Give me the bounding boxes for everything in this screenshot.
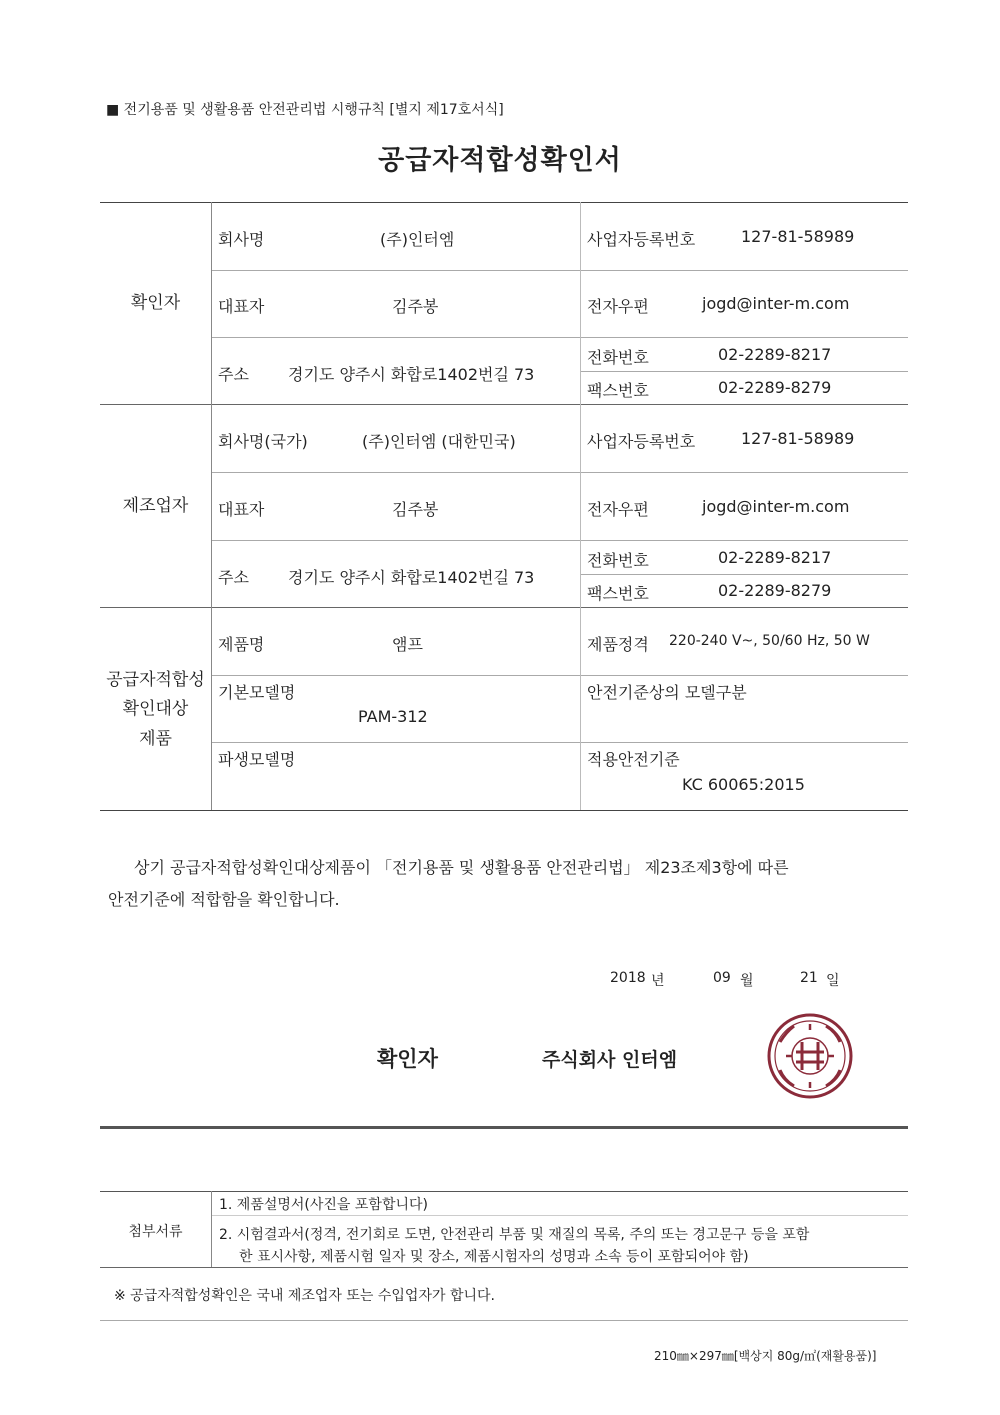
manufacturer-fax-label: 팩스번호	[587, 584, 649, 603]
manufacturer-company-label: 회사명(국가)	[218, 432, 308, 451]
manufacturer-section-label: 제조업자	[122, 496, 189, 516]
manufacturer-company: (주)인터엠 (대한민국)	[362, 432, 516, 451]
date-year: 2018	[610, 970, 646, 986]
confirmer-fax: 02-2289-8279	[718, 378, 832, 397]
confirmer-rep: 김주봉	[392, 297, 439, 316]
confirmer-company-label: 회사명	[218, 230, 265, 249]
confirmer-email-label: 전자우편	[587, 297, 649, 316]
product-rating: 220-240 V~, 50/60 Hz, 50 W	[669, 633, 870, 649]
confirmer-addr-label: 주소	[218, 365, 249, 384]
attachment-item-1: 1. 제품설명서(사진을 포함합니다)	[219, 1197, 428, 1213]
statement-line-2: 안전기준에 적합함을 확인합니다.	[108, 890, 340, 909]
manufacturer-email-label: 전자우편	[587, 500, 649, 519]
confirmer-regno: 127-81-58989	[741, 227, 855, 246]
confirmer-phone: 02-2289-8217	[718, 345, 832, 364]
manufacturer-addr-label: 주소	[218, 568, 249, 587]
signature-label: 확인자	[377, 1047, 438, 1071]
product-section-label-3: 제품	[139, 729, 172, 749]
manufacturer-email: jogd@inter-m.com	[702, 497, 850, 516]
attachments-label: 첨부서류	[128, 1224, 183, 1240]
manufacturer-phone-label: 전화번호	[587, 551, 649, 570]
base-model: PAM-312	[358, 707, 428, 726]
manufacturer-fax: 02-2289-8279	[718, 581, 832, 600]
product-name-label: 제품명	[218, 635, 265, 654]
signature-separator	[100, 1126, 908, 1129]
confirmer-phone-label: 전화번호	[587, 348, 649, 367]
manufacturer-phone: 02-2289-8217	[718, 548, 832, 567]
confirmer-rep-label: 대표자	[218, 297, 265, 316]
manufacturer-rep-label: 대표자	[218, 500, 265, 519]
note: ※ 공급자적합성확인은 국내 제조업자 또는 수입업자가 합니다.	[114, 1288, 495, 1304]
model-class-label: 안전기준상의 모델구분	[587, 683, 747, 702]
product-section-label-2: 확인대상	[122, 699, 189, 719]
document-title: 공급자적합성확인서	[378, 145, 622, 176]
manufacturer-addr: 경기도 양주시 화합로1402번길 73	[288, 568, 535, 587]
attachment-item-2-line-1: 2. 시험결과서(정격, 전기회로 도면, 안전관리 부품 및 재질의 목록, 주의 또는 경고문구 등을 포함	[219, 1227, 810, 1243]
company-seal-icon	[766, 1012, 854, 1100]
standard-label: 적용안전기준	[587, 750, 680, 769]
base-model-label: 기본모델명	[218, 683, 296, 702]
manufacturer-rep: 김주봉	[392, 500, 439, 519]
product-name: 앰프	[392, 635, 423, 654]
derived-model-label: 파생모델명	[218, 750, 296, 769]
confirmer-section-label: 확인자	[130, 293, 181, 313]
date-month: 09	[713, 970, 731, 986]
confirmer-addr: 경기도 양주시 화합로1402번길 73	[288, 365, 535, 384]
statement-line-1: 상기 공급자적합성확인대상제품이 「전기용품 및 생활용품 안전관리법」 제23조제3항에 따른	[134, 858, 789, 877]
date-month-unit: 월	[740, 973, 754, 989]
confirmer-email: jogd@inter-m.com	[702, 294, 850, 313]
manufacturer-regno: 127-81-58989	[741, 429, 855, 448]
regulation-header: ■ 전기용품 및 생활용품 안전관리법 시행규칙 [별지 제17호서식]	[106, 102, 504, 118]
applied-standard: KC 60065:2015	[682, 775, 805, 794]
attachment-item-2-line-2: 한 표시사항, 제품시험 일자 및 장소, 제품시험자의 성명과 소속 등이 포함되어야 함)	[239, 1249, 749, 1265]
manufacturer-regno-label: 사업자등록번호	[587, 432, 696, 451]
date-year-unit: 년	[651, 973, 665, 989]
confirmer-regno-label: 사업자등록번호	[587, 230, 696, 249]
paper-spec-footer: 210㎜×297㎜[백상지 80g/㎡(재활용품)]	[654, 1349, 877, 1363]
product-section-label-1: 공급자적합성	[106, 670, 205, 690]
date-day-unit: 일	[826, 973, 840, 989]
date-day: 21	[800, 970, 818, 986]
confirmer-company: (주)인터엠	[380, 230, 455, 249]
product-rating-label: 제품정격	[587, 635, 649, 654]
confirmer-fax-label: 팩스번호	[587, 381, 649, 400]
signature-company: 주식회사 인터엠	[542, 1049, 678, 1071]
